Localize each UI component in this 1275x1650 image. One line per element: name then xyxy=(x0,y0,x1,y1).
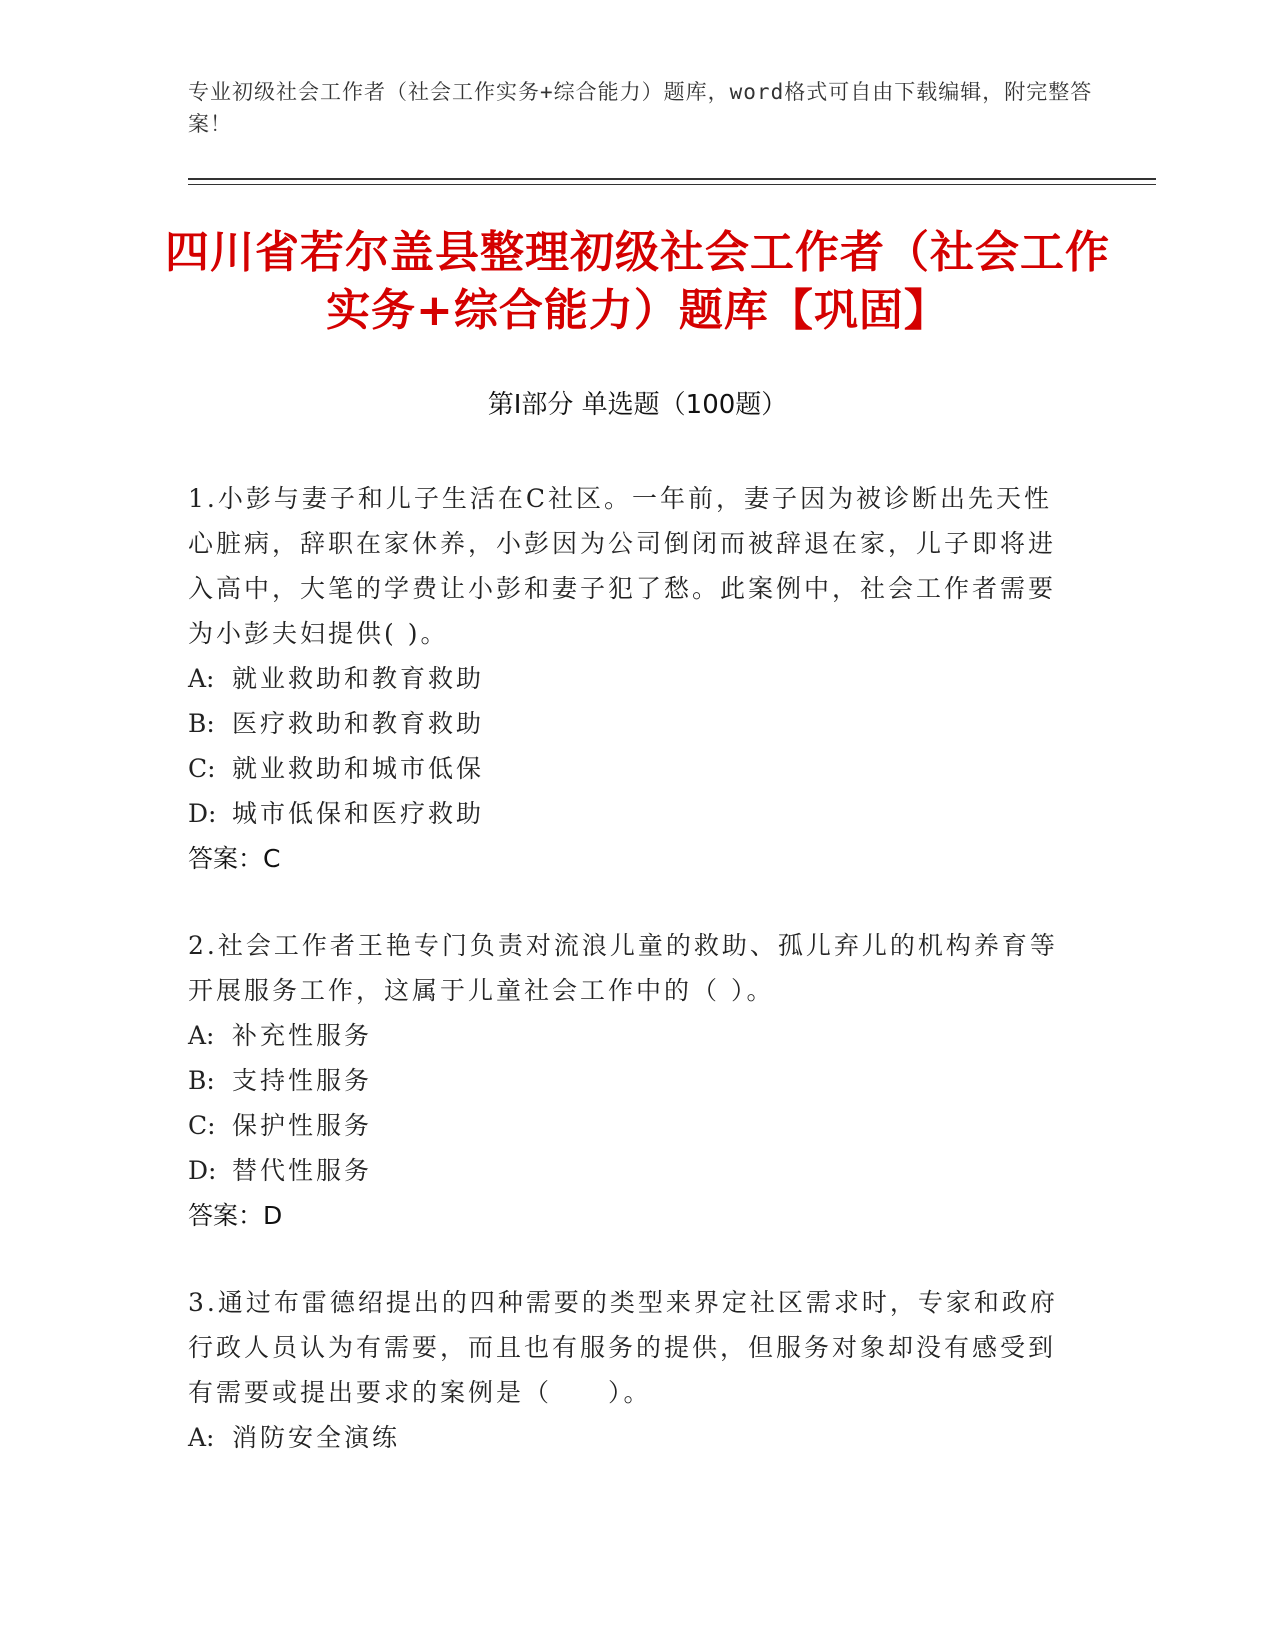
header-divider-thin xyxy=(188,184,1156,185)
option-text: 保护性服务 xyxy=(232,1111,373,1140)
question-text: 3.通过布雷德绍提出的四种需要的类型来界定社区需求时，专家和政府行政人员认为有需要，而且也有服务的提供，但服务对象却没有感受到有需要或提出要求的案例是（ ）。 xyxy=(188,1288,1058,1407)
option-key: A: xyxy=(188,1423,215,1452)
option-key: A: xyxy=(188,664,215,693)
section-heading: 第Ⅰ部分 单选题（100题） xyxy=(487,390,788,420)
option-d xyxy=(188,791,1068,836)
header-divider-thick xyxy=(188,178,1156,180)
question-text: 1.小彭与妻子和儿子生活在C社区。一年前，妻子因为被诊断出先天性心脏病，辞职在家休养，小彭因为公司倒闭而被辞退在家，儿子即将进入高中，大笔的学费让小彭和妻子犯了愁。此案例中，社会工作者需要为小彭夫妇提供( )。 xyxy=(188,484,1057,648)
option-text: 就业救助和教育救助 xyxy=(232,664,485,693)
option-c xyxy=(188,1103,1068,1148)
option-text: 替代性服务 xyxy=(232,1156,373,1185)
document-title: 四川省若尔盖县整理初级社会工作者（社会工作实务+综合能力）题库【巩固】 xyxy=(165,227,1110,336)
option-text: 补充性服务 xyxy=(232,1021,373,1050)
question-2 xyxy=(188,923,1068,1238)
option-key: B: xyxy=(188,1066,215,1095)
option-text: 城市低保和医疗救助 xyxy=(232,799,485,828)
option-key: D: xyxy=(188,1156,217,1185)
option-b xyxy=(188,1058,1068,1103)
answer-line: 答案：D xyxy=(188,1201,283,1230)
question-list xyxy=(188,476,1068,1502)
option-key: C: xyxy=(188,754,216,783)
option-d xyxy=(188,1148,1068,1193)
header-note: 专业初级社会工作者（社会工作实务+综合能力）题库，word格式可自由下载编辑，附完整答案！ xyxy=(188,80,1093,136)
question-1 xyxy=(188,476,1068,881)
answer-line: 答案：C xyxy=(188,844,281,873)
option-text: 医疗救助和教育救助 xyxy=(232,709,485,738)
option-a xyxy=(188,656,1068,701)
option-c xyxy=(188,746,1068,791)
option-key: D: xyxy=(188,799,217,828)
option-a xyxy=(188,1013,1068,1058)
question-3 xyxy=(188,1280,1068,1460)
option-text: 支持性服务 xyxy=(232,1066,373,1095)
option-key: B: xyxy=(188,709,215,738)
option-text: 就业救助和城市低保 xyxy=(232,754,485,783)
option-key: C: xyxy=(188,1111,216,1140)
option-b xyxy=(188,701,1068,746)
option-a xyxy=(188,1415,1068,1460)
question-text: 2.社会工作者王艳专门负责对流浪儿童的救助、孤儿弃儿的机构养育等开展服务工作，这属于儿童社会工作中的（ ）。 xyxy=(188,931,1058,1005)
option-text: 消防安全演练 xyxy=(232,1423,401,1452)
option-key: A: xyxy=(188,1021,215,1050)
